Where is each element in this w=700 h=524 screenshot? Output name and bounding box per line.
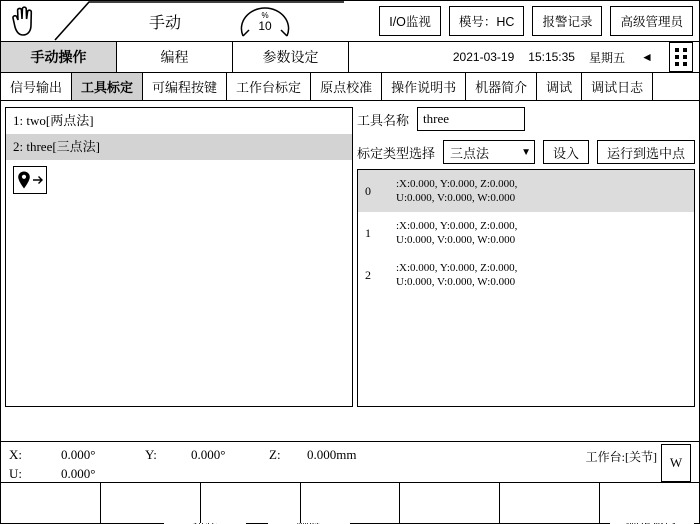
tab-parameter-setting[interactable]: 参数设定 <box>233 42 349 72</box>
sub-tab-bar <box>1 73 699 101</box>
function-key-7[interactable] <box>600 483 699 523</box>
list-item[interactable]: 1: two[两点法] <box>13 113 94 128</box>
subtab-workbench-calibration[interactable]: 工作台标定 <box>227 73 311 100</box>
model-display[interactable]: 模号：HC <box>449 6 525 36</box>
calibration-point-table <box>357 169 695 407</box>
z-axis-label: Z: <box>269 447 281 462</box>
mode-shape-outline <box>45 1 345 41</box>
table-row[interactable] <box>358 254 694 296</box>
tab-programming[interactable]: 编程 <box>117 42 233 72</box>
point-values-line2: U:0.000, V:0.000, W:0.000 <box>396 276 516 288</box>
function-key-1[interactable] <box>1 483 101 523</box>
io-monitor-button[interactable]: I/O监视 <box>379 6 441 36</box>
top-bar <box>1 1 699 42</box>
chevron-down-icon: ▼ <box>521 146 531 158</box>
w-axis-flag[interactable]: W <box>661 444 691 482</box>
tab-manual-operation[interactable]: 手动操作 <box>1 42 117 72</box>
point-values-line2: U:0.000, V:0.000, W:0.000 <box>396 234 516 246</box>
mode-indicator <box>45 1 345 41</box>
top-bar-buttons <box>379 6 699 36</box>
calibration-type-label: 标定类型选择 <box>357 145 436 161</box>
point-values <box>396 219 517 247</box>
date-label: 2021-03-19 <box>452 50 515 64</box>
collapse-arrow-icon[interactable]: ◄ <box>641 50 653 64</box>
workbench-status: 工作台:[关节] <box>585 450 657 464</box>
speed-percent-value: 10 <box>258 18 272 33</box>
tool-list-panel <box>5 107 353 407</box>
function-key-3[interactable] <box>201 483 301 523</box>
u-axis-label: U: <box>9 466 22 481</box>
point-values-line1: :X:0.000, Y:0.000, Z:0.000, <box>396 262 518 274</box>
alarm-log-button[interactable]: 报警记录 <box>532 6 602 36</box>
goto-selected-point-button[interactable]: 运行到选中点 <box>597 140 695 164</box>
admin-user-button[interactable]: 高级管理员 <box>610 6 693 36</box>
y-axis-value: 0.000° <box>191 447 226 462</box>
point-index: 0 <box>365 183 371 198</box>
x-axis-value: 0.000° <box>61 447 96 462</box>
function-key-6[interactable] <box>500 483 600 523</box>
speed-percent-symbol: % <box>261 10 269 20</box>
subtab-programmable-keys[interactable]: 可编程按键 <box>143 73 227 100</box>
status-datetime <box>453 42 699 72</box>
function-key-4[interactable] <box>301 483 401 523</box>
point-values-line2: U:0.000, V:0.000, W:0.000 <box>396 192 516 204</box>
weekday-label: 星期五 <box>588 50 625 65</box>
subtab-operation-manual[interactable]: 操作说明书 <box>382 73 466 100</box>
function-key-bar <box>1 483 699 523</box>
point-values-line1: :X:0.000, Y:0.000, Z:0.000, <box>396 178 518 190</box>
table-row[interactable] <box>358 212 694 254</box>
y-axis-label: Y: <box>145 447 157 462</box>
x-axis-label: X: <box>9 447 22 462</box>
subtab-debug[interactable]: 调试 <box>537 73 582 100</box>
location-pin-arrow-icon[interactable] <box>13 166 47 194</box>
u-axis-value: 0.000° <box>61 466 96 481</box>
calibration-type-value: 三点法 <box>450 145 490 161</box>
subtab-origin-calibration[interactable]: 原点校准 <box>311 73 382 100</box>
speed-percent-badge <box>237 5 293 39</box>
subtab-signal-output[interactable]: 信号输出 <box>1 73 72 100</box>
point-index: 2 <box>365 267 371 282</box>
keypad-icon[interactable] <box>669 42 693 72</box>
hand-cursor-icon <box>1 1 45 41</box>
point-values-line1: :X:0.000, Y:0.000, Z:0.000, <box>396 220 518 232</box>
point-index: 1 <box>365 225 371 240</box>
point-values <box>396 261 517 289</box>
set-button[interactable]: 设入 <box>543 140 589 164</box>
calibration-type-row <box>357 140 695 164</box>
function-key-5[interactable] <box>400 483 500 523</box>
mode-label: 手动 <box>148 14 181 32</box>
list-item[interactable]: 2: three[三点法] <box>6 134 352 160</box>
point-values <box>396 177 517 205</box>
tool-name-row <box>357 107 695 131</box>
z-axis-value: 0.000mm <box>307 447 357 462</box>
calibration-form-panel <box>357 107 695 407</box>
tool-name-label: 工具名称 <box>357 112 410 128</box>
tool-name-input[interactable]: three <box>417 107 525 131</box>
function-key-2[interactable] <box>101 483 201 523</box>
table-row[interactable] <box>358 170 694 212</box>
subtab-debug-log[interactable]: 调试日志 <box>582 73 653 100</box>
content-area <box>1 101 699 441</box>
time-label: 15:15:35 <box>528 50 575 64</box>
subtab-machine-intro[interactable]: 机器简介 <box>466 73 537 100</box>
main-tab-bar <box>1 42 699 73</box>
coordinate-status-bar <box>1 441 699 483</box>
calibration-type-select[interactable] <box>443 140 535 164</box>
subtab-tool-calibration[interactable]: 工具标定 <box>72 73 143 100</box>
